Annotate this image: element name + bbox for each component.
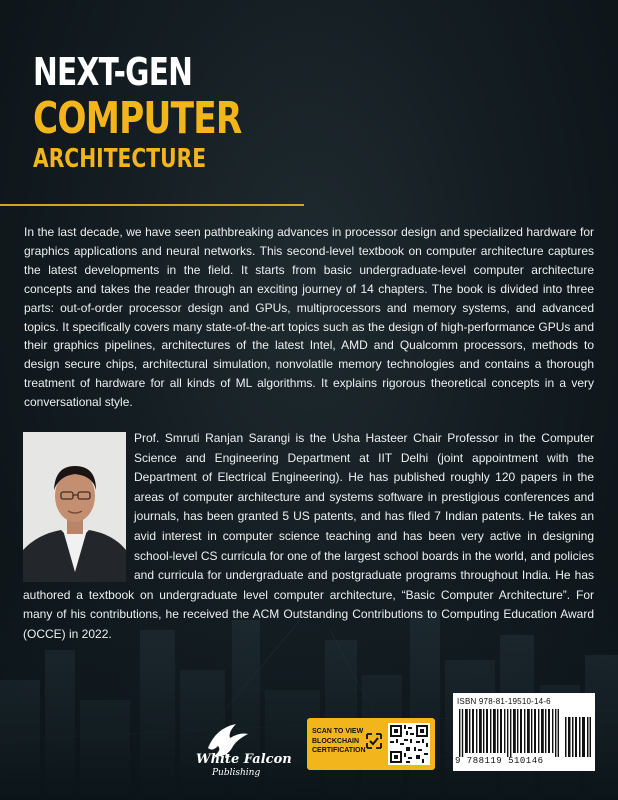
barcode-addon-icon: [565, 709, 591, 757]
checkbox-icon: [365, 732, 383, 750]
title-line-1: NEXT-GEN: [33, 50, 193, 94]
book-description: In the last decade, we have seen pathbreaking advances in processor design and specialized hardware for graphics applications and neural networks. This second-level textbook on computer architecture captures the latest developments in the field. It starts from basic undergraduate-level computer architecture concepts and takes the reader through an exciting journey of 14 chapters. The book is divided into three parts: out-of-order processor design and GPUs, multiprocessors and memory systems, and advanced topics. It specifically covers many state-of-the-art topics such as the design of high-performance GPUs and their graphics pipelines, architectures of the latest Intel, AMD and Qualcomm processors, methods to design secure chips, architectural simulation, nonvolatile memory technologies and contains a thorough treatment of hardware for all kinds of ML algorithms. It explains rigorous theoretical concepts in a very conversational style.: [24, 225, 594, 410]
publisher-name: White Falcon: [196, 752, 292, 767]
barcode-icon: [459, 709, 559, 757]
isbn-barcode: [453, 693, 595, 771]
qr-code-icon[interactable]: [388, 723, 430, 765]
title-line-3: ARCHITECTURE: [33, 144, 207, 174]
title-divider: [0, 204, 304, 206]
author-bio-text: Prof. Smruti Ranjan Sarangi is the Usha Hasteer Chair Professor in the Computer Science and Engineering Department at IIT Delhi (joint appointment with the Department of Electrical Engineering). He has published roughly 120 papers in the areas of computer architecture and systems software in prestigious conferences and journals, has been granted 5 US patents, and has filed 7 Indian patents. He takes an avid interest in computer science teaching and has been very active in designing school-level CS curricula for one of the largest school boards in the world, and policies and curricula for undergraduate and postgraduate programs throughout India. He has authored a textbook on undergraduate level computer architecture, “Basic Computer Architecture”. For many of his contributions, he received the ACM Outstanding Contributions to Computing Education Award (OCCE) in 2022.: [23, 431, 594, 641]
photo-spacer: [23, 429, 134, 585]
author-bio: [23, 429, 594, 645]
barcode-number: 9 788119 510146: [455, 756, 544, 766]
blockchain-certification-box: [307, 718, 435, 770]
title-line-2: COMPUTER: [33, 93, 242, 144]
book-title: [33, 50, 300, 174]
isbn-label: ISBN 978-81-19510-14-6: [457, 697, 551, 706]
publisher-sub: Publishing: [212, 768, 261, 778]
blockchain-text: SCAN TO VIEW BLOCKCHAIN CERTIFICATION: [312, 728, 366, 754]
